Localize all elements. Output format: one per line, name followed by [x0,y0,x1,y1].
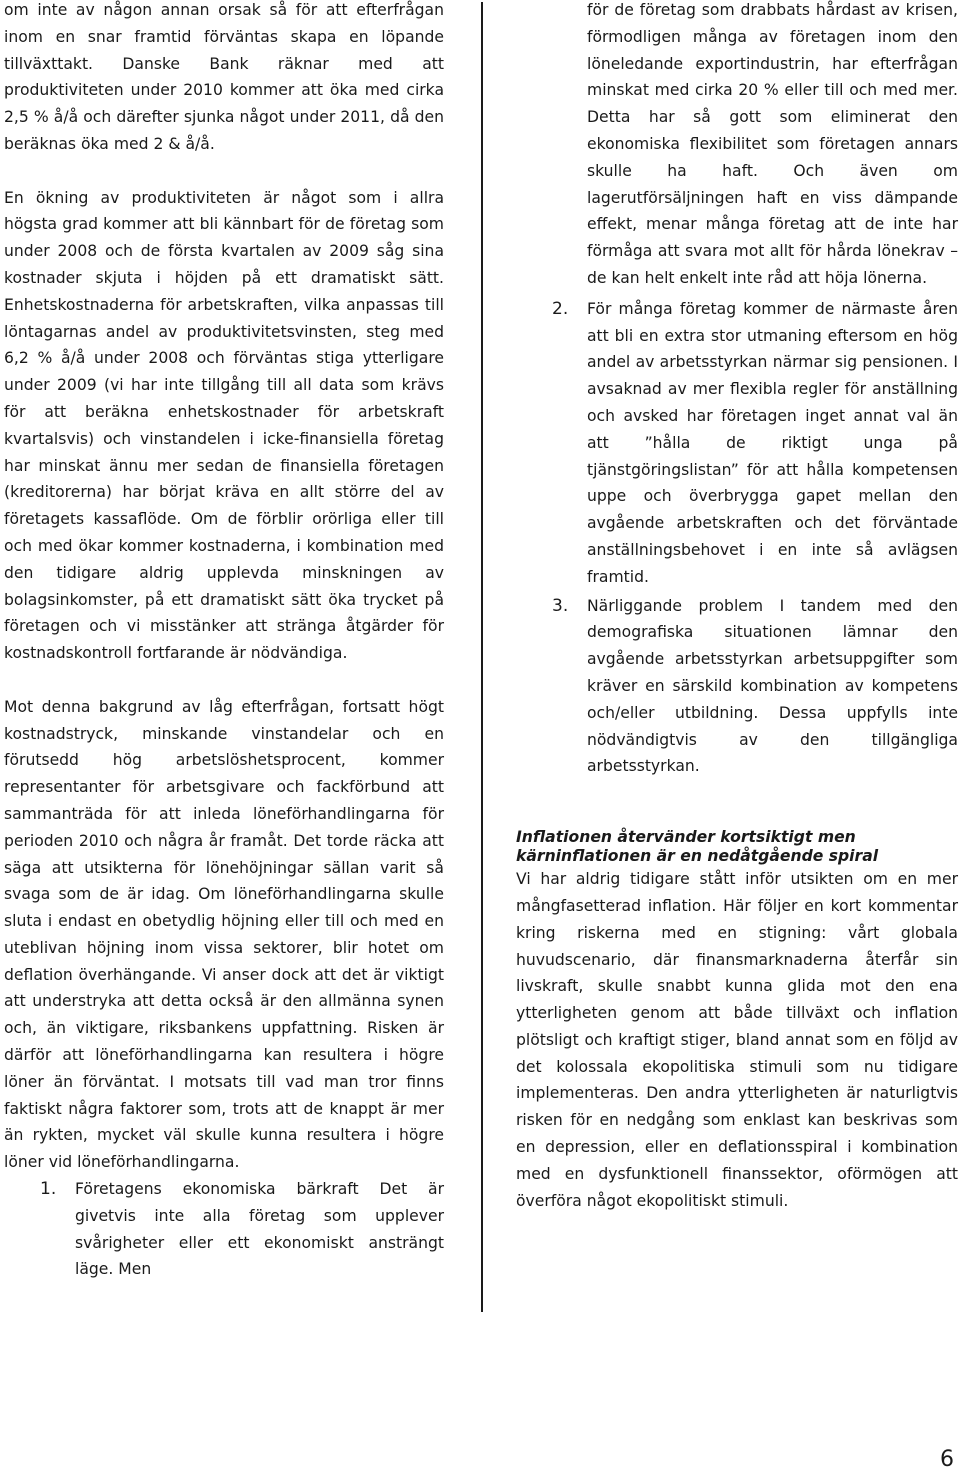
list-item [4,1176,444,1283]
list-item-text: Närliggande problem I tandem med den demografiska situationen lämnar den avgående arbetsstyrkan arbetsuppgifter som kräver en särskild kombination av kompetens och/eller utbildning. Dessa uppfylls inte nödvändigtvis av den tillgängliga arbetsstyrkan. [587,596,958,776]
list-item-number: 1. [40,1179,57,1200]
list-item [516,296,958,591]
paragraph-inflation: Vi har aldrig tidigare stått inför utsikten om en mer mångfasetterad inflation. Här följer en kort kommentar kring riskerna med en stigning: vårt globala huvudscenario, där finansmarknaderna återfår sin livskraft, skulle snabbt kunna glida mot den ena ytterligheten genom att både tillväxt och inflation plötsligt och kraftigt stiger, bland annat som en följd av det kolossala ekopolitiska stimuli som nu tidigare implementeras. Den andra ytterligheten är naturligtvis risken för en nedgång som enklast kan beskrivas som en depression, eller en deflationsspiral i kombination med en dysfunktionell finanssektor, oförmögen att överföra något ekopolitiskt stimuli. [516,870,958,1210]
list-item-number: 3. [552,595,569,616]
list-item-text: Företagens ekonomiska bärkraft Det är givetvis inte alla företag som upplever svårigheter eller ett ekonomiskt ansträngt läge. Men [75,1180,444,1279]
paragraph-wage-negotiations: Mot denna bakgrund av låg efterfrågan, fortsatt högt kostnadstryck, minskande vinstandelar och en förutsedd hög arbetslöshetsprocent, kommer representanter för arbetsgivare och fackförbund att sammanträda för att inleda löneförhandlingarna för perioden 2010 och några år framåt. Det torde räcka att säga att utsikterna för lönehöjningar sällan varit så svaga som de är idag. Om löneförhandlingarna skulle sluta i endast en obetydlig höjning eller till och med en uteblivan höjning inom vissa sektorer, blir hotet om deflation överhängande. Vi anser dock att det är viktigt att understryka att detta också är den allmänna synen och, än viktigare, riksbankens uppfattning. Risken är därför att löneförhandlingarna kan resultera i högre löner än förväntat. I motsats till vad man tror finns faktiskt några faktorer som, trots att de knappt är mer än rykten, mycket väl skulle kunna resultera i högre löner vid löneförhandlingarna. [4,697,444,1172]
paragraph-productivity-forecast: om inte av någon annan orsak så för att efterfrågan inom en snar framtid förväntas skapa en löpande tillväxttakt. Danske Bank räknar med att produktiviteten under 2010 kommer att öka med cirka 2,5 % å/å och därefter sjunka något under 2011, då den beräknas öka med 2 & å/å. [4,1,444,153]
list-item-number: 2. [552,298,569,319]
right-column [516,0,958,1214]
left-column [4,0,444,1285]
section-heading: Inflationen återvänder kortsiktigt men kärninflationen är en nedåtgående spiral [516,828,879,866]
paragraph-continued: för de företag som drabbats hårdast av krisen, förmodligen många av företagen inom den löneledande exportindustrin, har efterfrågan minskat med cirka 20 % eller till och med mer. Detta har så gott som eliminerat den ekonomiska flexibilitet som företagen annars skulle ha haft. Och även om lagerutförsäljningen haft en viss dämpande effekt, menar många företag att de inte har förmåga att svara mot allt för hårda lönekrav – de kan helt enkelt inte råd att höja lönerna. [587,1,958,287]
numbered-list-right [516,296,958,780]
page-number: 6 [940,1447,954,1472]
paragraph-unit-labour-costs: En ökning av produktiviteten är något som i allra högsta grad kommer att bli kännbart för de företag som under 2008 och de första kvartalen av 2009 såg sina kostnader skjuta i höjden på ett dramatiskt sätt. Enhetskostnaderna för arbetskraften, vilka anpassas till löntagarnas andel av produktivitetsvinsten, steg med 6,2 % å/å under 2008 och förväntas stiga ytterligare under 2009 (vi har inte tillgång till all data som krävs för att beräkna enhetskostnader för arbetskraft kvartalsvis) och vinstandelen i icke-finansiella företag har minskat ännu mer sedan de finansiella företagen (kreditorerna) har börjat kräva en allt större del av företagets kassaflöde. Om de förblir orörliga eller till och med ökar kommer kostnaderna, i kombination med den tidigare aldrig upplevda minskningen av bolagsinkomster, på ett dramatiskt sätt öka trycket på företagen och vi misstänker att stränga åtgärder för kostnadskontroll fortfarande är nödvändiga. [4,188,444,663]
column-divider [481,2,483,1312]
list-item [516,593,958,781]
numbered-list-left [4,1176,444,1283]
list-item-text: För många företag kommer de närmaste åren att bli en extra stor utmaning eftersom en hög andel av arbetsstyrkan närmar sig pensionen. I avsaknad av mer flexibla regler för anställning och avsked har företagen inget annat val än att ”hålla de riktigt unga på tjänstgöringslistan” för att hålla kompetensen uppe och överbrygga gapet mellan den avgående arbetskraften och det förväntade anställningsbehovet i en inte så avlägsen framtid. [587,299,958,586]
